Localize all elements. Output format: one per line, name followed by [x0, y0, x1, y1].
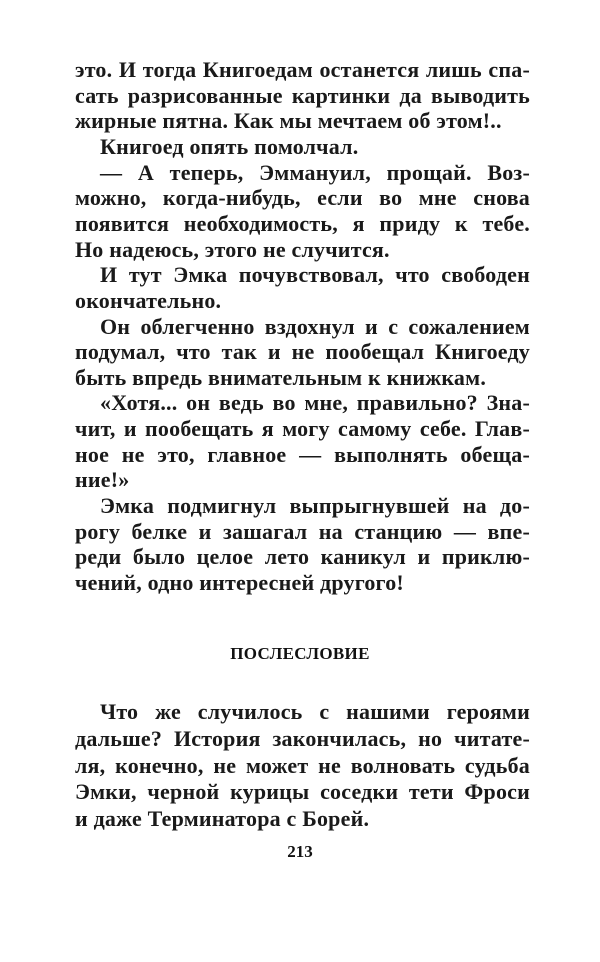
text-line: Что же случилось с нашими героями	[100, 699, 530, 724]
text-line: подумал, что так и не пообещал Книгоеду	[75, 339, 530, 365]
text-line: рогу белке и зашагал на станцию — впе-	[75, 518, 530, 544]
text-line: — А теперь, Эммануил, прощай. Воз-	[100, 159, 530, 185]
text-line: Эмки, черной курицы соседки тети Фроси	[75, 779, 530, 805]
text-line: чений, одно интересней другого!	[75, 570, 404, 595]
text-line: быть впредь внимательным к книжкам.	[75, 364, 487, 390]
text-line: Но надеюсь, этого не случится.	[75, 236, 390, 262]
text-line: сать разрисованные картинки да выводить	[75, 82, 530, 108]
text-line: Эмка подмигнул выпрыгнувшей на до-	[100, 493, 530, 519]
text-line: можно, когда-нибудь, если во мне снова	[75, 185, 530, 211]
text-line: Он облегченно вздохнул и с сожалением	[100, 313, 530, 339]
text-line: это. И тогда Книгоедам останется лишь спа-	[75, 57, 530, 82]
text-line: «Хотя... он ведь во мне, правильно? Зна-	[100, 390, 530, 416]
text-line: появится необходимость, я приду к тебе.	[75, 210, 530, 236]
text-line: И тут Эмка почувствовал, что свободен	[100, 262, 530, 288]
text-line: окончательно.	[75, 287, 222, 313]
text-line: ние!»	[75, 467, 130, 493]
text-line: ное не это, главное — выполнять обеща-	[75, 441, 530, 467]
page-number: 213	[287, 842, 313, 861]
text-line: и даже Терминатора с Борей.	[75, 806, 370, 832]
text-line: ля, конечно, не может не волновать судьба	[75, 752, 530, 778]
section-heading: ПОСЛЕСЛОВИЕ	[230, 644, 370, 663]
text-line: чит, и пообещать я могу самому себе. Глав-	[75, 416, 530, 442]
text-line: жирные пятна. Как мы мечтаем об этом!..	[75, 108, 502, 134]
text-line: реди было целое лето каникул и приклю-	[75, 544, 530, 570]
text-line: дальше? История закончилась, но читате-	[75, 725, 530, 751]
text-line: Книгоед опять помолчал.	[100, 133, 359, 159]
